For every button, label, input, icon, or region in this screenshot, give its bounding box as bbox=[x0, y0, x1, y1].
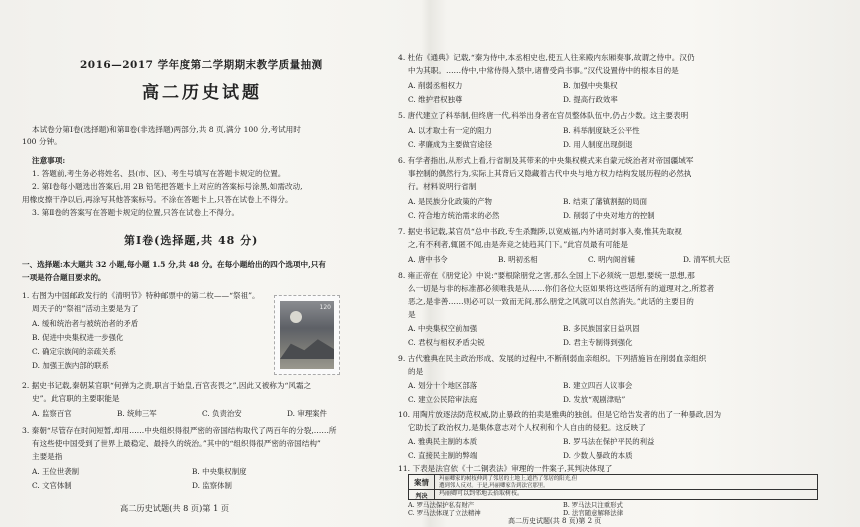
q8-option-a: A. 中央集权空前加强 bbox=[408, 324, 478, 333]
q11-stem: 11. 下表是法官依《十二铜表法》审理的一件案子,其判决体现了 bbox=[398, 464, 613, 473]
q4-option-d: D. 提高行政效率 bbox=[563, 95, 618, 104]
section-instruction-1: 一、选择题:本大题共 32 小题,每小题 1.5 分,共 48 分。在每小题给出的四个选项中,只有 bbox=[22, 260, 326, 269]
q6-stem-3: 行。材料说明行省制 bbox=[408, 182, 477, 191]
q1-option-d: D. 加强王族内部的联系 bbox=[32, 361, 109, 370]
q2-option-a: A. 监察百官 bbox=[32, 409, 72, 418]
q4-stem-1: 4. 杜佑《通典》记载,“秦为侍中,本丞相史也,使五人往来殿内东厢奏事,故谓之侍中。汉仍 bbox=[398, 53, 695, 62]
q11-option-c: C. 罗马法体现了立法精神 bbox=[408, 509, 481, 517]
q3-stem-3: 主要是指 bbox=[32, 452, 63, 461]
q2-option-d: D. 审理案件 bbox=[287, 409, 327, 418]
q10-option-b: B. 罗马法在保护平民的利益 bbox=[563, 437, 655, 446]
q7-option-c: C. 明内阁首辅 bbox=[588, 255, 636, 264]
table-verdict-text: 玛丽卿可以到邻地去拾取树枝。 bbox=[439, 490, 524, 497]
page-2-footer: 高二历史试题(共 8 页)第 2 页 bbox=[508, 517, 602, 525]
q5-option-c: C. 孝廉成为主要做官途径 bbox=[408, 140, 492, 149]
q4-option-c: C. 维护君权独尊 bbox=[408, 95, 463, 104]
q4-option-b: B. 加强中央集权 bbox=[563, 81, 618, 90]
q1-stem-2: 周天子的“祭祖”活动主要是为了 bbox=[32, 304, 139, 313]
q2-option-c: C. 负责治安 bbox=[202, 409, 242, 418]
q6-stem-1: 6. 有学者指出,从形式上看,行省制及其带来的中央集权模式来自蒙元统治者对帝国疆域军 bbox=[398, 156, 694, 165]
q9-stem-1: 9. 古代雅典在民主政治形成、发展的过程中,不断削弱血亲组织。下列措施旨在削弱血亲组织 bbox=[398, 354, 707, 363]
q6-stem-2: 事控制的偶然行为,实际上其背后又隐藏着古代中央与地方权力结构发展历程的必然执 bbox=[408, 169, 692, 178]
q7-option-d: D. 清军机大臣 bbox=[683, 255, 731, 264]
note-1: 1. 答题前,考生务必将姓名、县(市、区)、考生号填写在答题卡规定的位置。 bbox=[32, 169, 286, 178]
q1-option-c: C. 确定宗族间的亲疏关系 bbox=[32, 347, 116, 356]
stamp-landscape-icon bbox=[280, 337, 334, 359]
q10-option-d: D. 少数人暴政的本质 bbox=[563, 451, 633, 460]
page-2 bbox=[398, 0, 838, 527]
page-1-footer: 高二历史试题(共 8 页)第 1 页 bbox=[120, 503, 230, 513]
q9-option-d: D. 发放“观剧津贴” bbox=[563, 395, 626, 404]
table-row bbox=[409, 475, 817, 490]
q6-option-d: D. 削弱了中央对地方的控制 bbox=[563, 211, 655, 220]
table-label-verdict: 判决 bbox=[409, 490, 435, 500]
q4-option-a: A. 削弱丞相权力 bbox=[408, 81, 463, 90]
q5-option-a: A. 以才取士有一定的阻力 bbox=[408, 126, 492, 135]
notes-label: 注意事项: bbox=[32, 156, 66, 165]
q5-stem-1: 5. 唐代建立了科举制,但终唐一代,科举出身者在官员整体队伍中,仍占少数。这主要表明 bbox=[398, 111, 689, 120]
q5-option-d: D. 用人制度出现倒退 bbox=[563, 140, 633, 149]
q3-option-b: B. 中央集权制度 bbox=[192, 467, 247, 476]
q10-option-c: C. 直接民主制的弊端 bbox=[408, 451, 478, 460]
q9-option-a: A. 划分十个地区部落 bbox=[408, 381, 478, 390]
q1-option-a: A. 缓和统治者与被统治者的矛盾 bbox=[32, 319, 139, 328]
q6-option-b: B. 结束了藩镇割据的局面 bbox=[563, 197, 648, 206]
stamp-moon-icon bbox=[290, 311, 302, 323]
page-1 bbox=[22, 0, 394, 527]
note-2-cont: 用橡皮擦干净以后,再涂写其他答案标号。不涂在答题卡上,只答在试卷上不得分。 bbox=[22, 195, 293, 204]
q8-option-d: D. 君主专制得到强化 bbox=[563, 338, 633, 347]
stamp-value: 120 bbox=[319, 304, 331, 311]
section-instruction-2: 一项是符合题目要求的。 bbox=[22, 273, 106, 282]
q8-option-c: C. 君权与相权矛盾尖锐 bbox=[408, 338, 485, 347]
qingming-stamp-image bbox=[274, 295, 340, 375]
section-title: 第Ⅰ卷(选择题,共 48 分) bbox=[124, 234, 259, 247]
q8-stem-3: 恶之,是非善……则必可以一致而无间,那么朋党之风就可以自然消失。”此话的主要目的 bbox=[408, 297, 694, 306]
q10-stem-1: 10. 用陶片放逐法防范权威,防止暴政的拍卖是雅典的独创。但是它给告发者的出了一种暴政,因为 bbox=[398, 410, 722, 419]
q3-stem-1: 3. 秦朝“尽管存在时间短暂,却用……中央组织得很严密的帝国结构取代了两百年的分裂,……所 bbox=[22, 426, 337, 435]
q4-stem-2: 中为其职。……侍中,中常侍得入禁中,诸曹受尚书事。”汉代设置侍中的根本目的是 bbox=[408, 66, 679, 75]
table-label-case: 案情 bbox=[409, 475, 435, 489]
q1-stem-1: 1. 右图为中国邮政发行的《清明节》特种邮票中的第二枚——“祭祖”。 bbox=[22, 291, 260, 300]
q11-option-d: D. 法官随意解释法律 bbox=[563, 509, 624, 517]
q9-option-b: B. 建立四百人议事会 bbox=[563, 381, 633, 390]
q1-option-b: B. 促进中央集权进一步强化 bbox=[32, 333, 124, 342]
q11-option-a: A. 罗马法保护私有财产 bbox=[408, 501, 475, 509]
intro-line-2: 100 分钟。 bbox=[22, 137, 62, 146]
q7-stem-1: 7. 据史书记载,某官员“总中书政,专生杀黜陟,以宽威福,内外诸司封事入奏,惟其先取视 bbox=[398, 227, 682, 236]
q3-stem-2: 有这些使中国受到了世界上最稳定、最持久的统治。”其中的“组织得很严密的帝国结构” bbox=[32, 439, 321, 448]
q2-option-b: B. 统帅三军 bbox=[117, 409, 157, 418]
q10-stem-2: 它助长了政治权力,是集体意志对个人权利和个人自由的侵犯。这反映了 bbox=[408, 423, 646, 432]
q6-option-a: A. 是民族分化政策的产物 bbox=[408, 197, 492, 206]
note-2: 2. 第Ⅰ卷每小题选出答案后,用 2B 铅笔把答题卡上对应的答案标号涂黑,如需改动, bbox=[32, 182, 303, 191]
q11-case-table bbox=[408, 474, 818, 500]
table-case-text: 玛丽卿家的树枝伸到了邻居的土地上,遮挡了邻居的阳光,但 遭到邻人反对。于是,玛丽卿家告到法官那里。 bbox=[439, 476, 578, 489]
q3-option-a: A. 王位世袭制 bbox=[32, 467, 79, 476]
q8-stem-4: 是 bbox=[408, 310, 416, 319]
q2-stem-1: 2. 据史书记载,秦朝某官职“何弹为之责,职言于始皇,百官丧畏之”,因此又被称为“风霜之 bbox=[22, 381, 312, 390]
q10-option-a: A. 雅典民主制的本质 bbox=[408, 437, 478, 446]
q11-option-b: B. 罗马法只注重形式 bbox=[563, 501, 623, 509]
q8-stem-2: 么一切是与非的标准都必须唯我是从……你们各位大臣如果将这些话所有的道理对之,所惹者 bbox=[408, 284, 715, 293]
q7-stem-2: 之,有不利者,辄匿不闻,由是奔竞之徒趋其门下。”此官员最有可能是 bbox=[408, 240, 628, 249]
q8-stem-1: 8. 雍正帝在《朋党论》中说:“要根除朋党之害,那么全国上下必须统一思想,要统一思想,那 bbox=[398, 271, 695, 280]
q7-option-b: B. 明初丞相 bbox=[498, 255, 538, 264]
q9-option-c: C. 建立公民陪审法庭 bbox=[408, 395, 478, 404]
table-row bbox=[409, 490, 817, 500]
intro-line-1: 本试卷分第Ⅰ卷(选择题)和第Ⅱ卷(非选择题)两部分,共 8 页,满分 100 分,考试用时 bbox=[32, 125, 301, 134]
exam-main-title: 高二历史试题 bbox=[142, 83, 262, 103]
q5-option-b: B. 科举制度缺乏公平性 bbox=[563, 126, 640, 135]
q7-option-a: A. 唐中书令 bbox=[408, 255, 448, 264]
q9-stem-2: 的是 bbox=[408, 367, 424, 376]
q2-stem-2: 史”。此官职的主要职能是 bbox=[32, 394, 120, 403]
note-3: 3. 第Ⅱ卷的答案写在答题卡规定的位置,只答在试卷上不得分。 bbox=[32, 208, 240, 217]
q6-option-c: C. 符合地方统治需求的必然 bbox=[408, 211, 500, 220]
q3-option-c: C. 文官体制 bbox=[32, 481, 72, 490]
exam-header-title: 2016—2017 学年度第二学期期末教学质量抽测 bbox=[80, 59, 323, 71]
q3-option-d: D. 监察体制 bbox=[192, 481, 232, 490]
q8-option-b: B. 多民族国家日益巩固 bbox=[563, 324, 640, 333]
